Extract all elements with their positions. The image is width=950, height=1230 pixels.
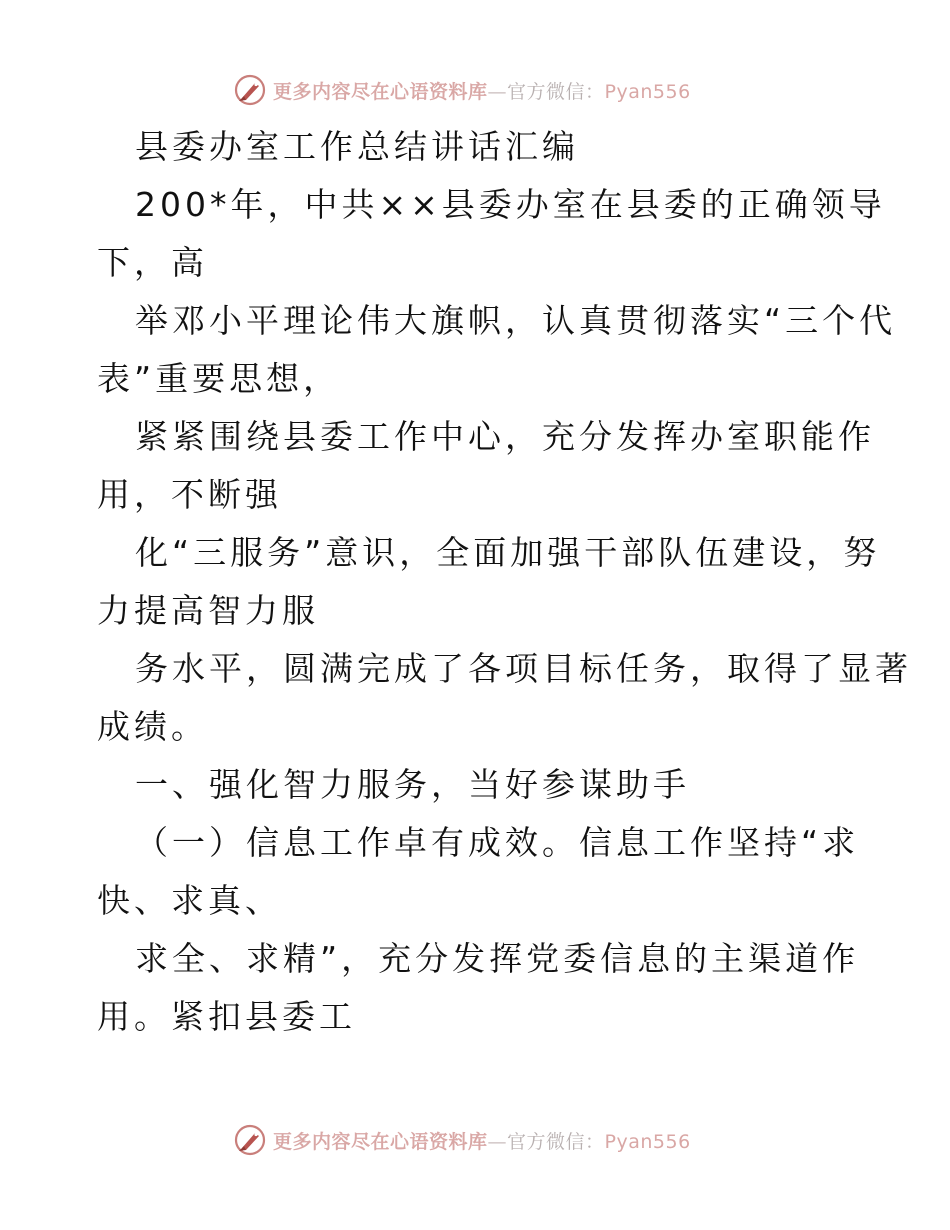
banner-dash: — xyxy=(487,80,508,103)
text-line: 务水平，圆满完成了各项目标任务，取得了显著 xyxy=(135,649,912,688)
text-line: 化“三服务”意识，全面加强干部队伍建设，努 xyxy=(135,533,881,572)
pen-nib-logo-icon xyxy=(233,1123,267,1157)
banner-text xyxy=(273,1127,691,1154)
text-line: 快、求真、 xyxy=(97,881,282,920)
banner-text xyxy=(273,77,691,104)
text-line: 200*年，中共××县委办室在县委的正确领导 xyxy=(135,185,886,224)
pen-nib-logo-icon xyxy=(233,73,267,107)
banner-wechat-label: 官方微信： xyxy=(507,80,605,103)
banner-site-name: 更多内容尽在心语资料库 xyxy=(273,80,488,103)
text-line: 紧紧围绕县委工作中心，充分发挥办室职能作 xyxy=(135,417,875,456)
text-line: 表”重要思想， xyxy=(97,359,341,398)
text-line: 举邓小平理论伟大旗帜，认真贯彻落实“三个代 xyxy=(135,301,897,340)
text-line: 下，高 xyxy=(97,243,208,282)
banner-dash: — xyxy=(487,1130,508,1153)
section-heading: 一、强化智力服务，当好参谋助手 xyxy=(135,765,690,804)
text-line: 用，不断强 xyxy=(97,475,282,514)
footer-banner xyxy=(0,1120,950,1160)
banner-wechat-id: Pyan556 xyxy=(604,80,691,103)
text-line: （一）信息工作卓有成效。信息工作坚持“求 xyxy=(135,823,860,862)
text-line: 用。紧扣县委工 xyxy=(97,997,356,1036)
header-banner xyxy=(0,70,950,110)
banner-site-name: 更多内容尽在心语资料库 xyxy=(273,1130,488,1153)
text-line: 求全、求精”，充分发挥党委信息的主渠道作 xyxy=(135,939,860,978)
document-title: 县委办室工作总结讲话汇编 xyxy=(135,127,579,166)
banner-wechat-label: 官方微信： xyxy=(507,1130,605,1153)
text-line: 力提高智力服 xyxy=(97,591,319,630)
text-line: 成绩。 xyxy=(97,707,208,746)
banner-wechat-id: Pyan556 xyxy=(604,1130,691,1153)
